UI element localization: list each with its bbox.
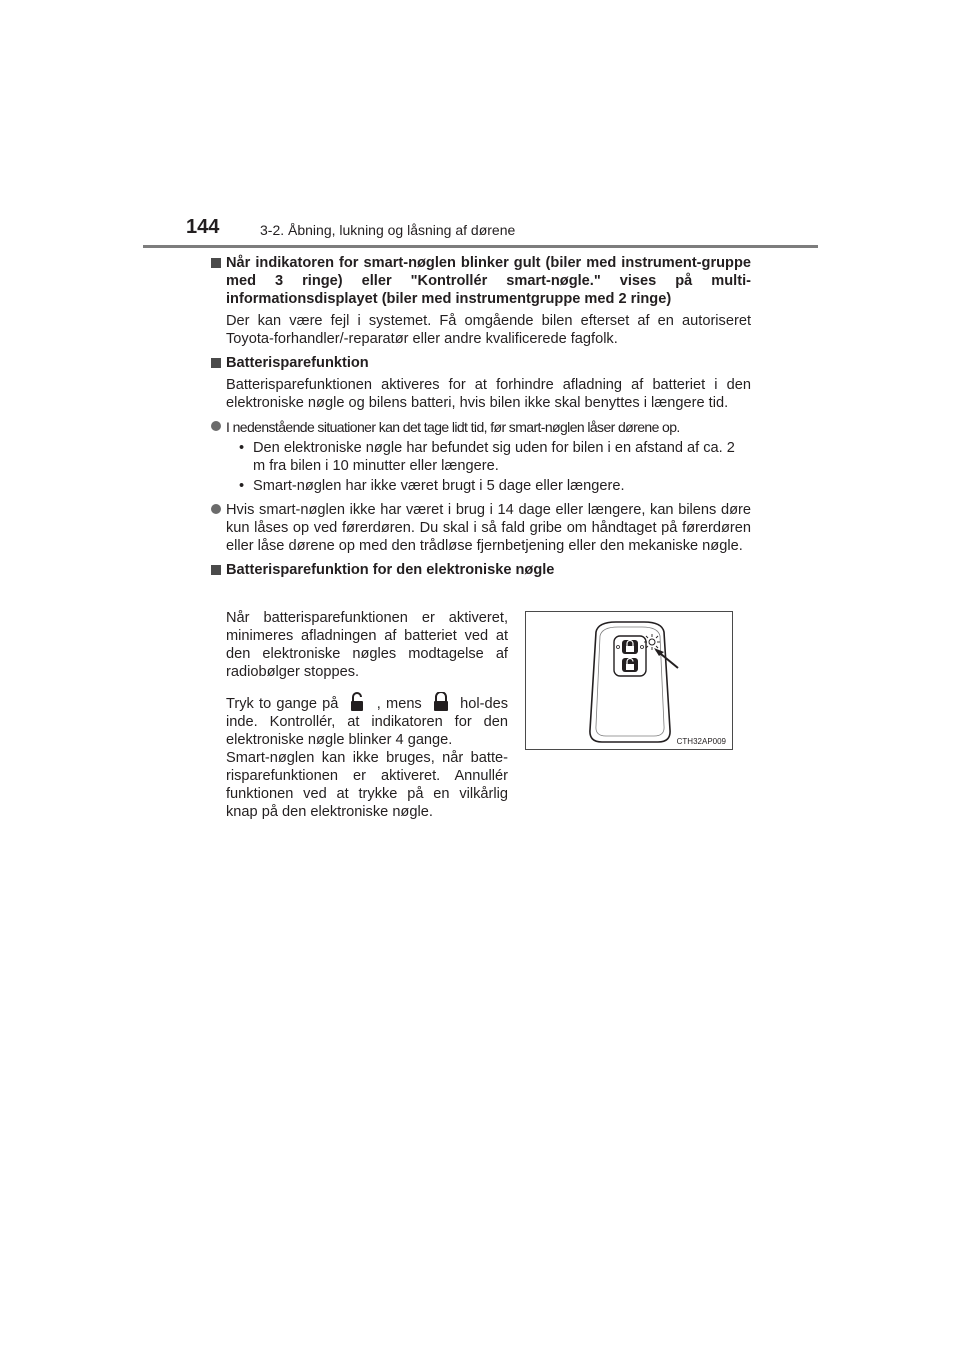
section-heading [211,254,751,308]
figure-label: CTH32AP009 [676,737,726,746]
paragraph [226,692,508,749]
page-number: 144 [186,216,220,238]
circle-bullet-icon [211,504,221,514]
battery-save-text [226,609,508,821]
paragraph: Smart-nøglen kan ikke bruges, når batte-risparefunktionen er aktiveret. Annullér funktionen ved at trykke på en vilkårlig knap på den elektroniske nøgle. [226,750,508,820]
text-fragment: Tryk to gange på [226,696,339,712]
section-body: Der kan være fejl i systemet. Få omgående bilen efterset af en autoriseret Toyota-forhandler/-reparatør eller andre kvalificerede fagfolk. [226,313,751,347]
sub-bullet-item [211,439,751,475]
section-heading [211,561,751,579]
heading-text: Når indikatoren for smart-nøglen blinker gult (biler med instrument-gruppe med 3 ringe) eller "Kontrollér smart-nøgle." vises på multi-informationsdisplayet (biler med instrumentgruppe med 2 ringe) [226,255,751,307]
smart-key-illustration [526,612,732,749]
sub-bullet-item [211,477,751,495]
circle-bullet-icon [211,421,221,431]
bullet-item [211,418,751,437]
heading-text: Batterisparefunktion [226,355,369,371]
square-bullet-icon [211,565,221,575]
smart-key-figure [525,611,733,750]
main-content [211,254,751,579]
text-fragment: , mens [376,696,422,712]
paragraph: Når batterisparefunktionen er aktiveret, minimeres afladningen af batteriet ved at den elektroniske nøgles modtagelse af radiobølger stoppes. [226,610,508,680]
section-body: Batterisparefunktionen aktiveres for at forhindre afladning af batteriet i den elektroniske nøgle og bilens batteri, hvis bilen ikke skal benyttes i længere tid. [226,377,751,411]
running-head: 3-2. Åbning, lukning og låsning af dørene [260,222,516,238]
lock-icon [431,692,451,712]
heading-text: Batterisparefunktion for den elektroniske nøgle [226,562,555,578]
sub-bullet-text: Smart-nøglen har ikke været brugt i 5 dage eller længere. [253,478,625,494]
square-bullet-icon [211,358,221,368]
section-heading [211,354,751,372]
text-fragment: hol-des inde. Kontrollér, at indikatoren for den elektroniske nøgle blinker 4 gange. [226,696,509,748]
unlock-icon [348,692,368,712]
dot-marker: • [239,478,245,494]
bullet-text: I nedenstående situationer kan det tage lidt tid, før smart-nøglen låser dørene op. [226,419,680,435]
bullet-text: Hvis smart-nøglen ikke har været i brug i 14 dage eller længere, kan bilens døre kun låses op ved førerdøren. Du skal i så fald gribe om håndtaget på førerdøren eller låse dørene op med den trådløse fjernbetjening eller den mekaniske nøgle. [226,502,751,554]
square-bullet-icon [211,258,221,268]
bullet-item [211,501,751,555]
header-rule [143,245,818,248]
sub-bullet-text: Den elektroniske nøgle har befundet sig uden for bilen i en afstand af ca. 2 m fra bilen i 10 minutter eller længere. [253,440,735,474]
dot-marker: • [239,440,245,456]
